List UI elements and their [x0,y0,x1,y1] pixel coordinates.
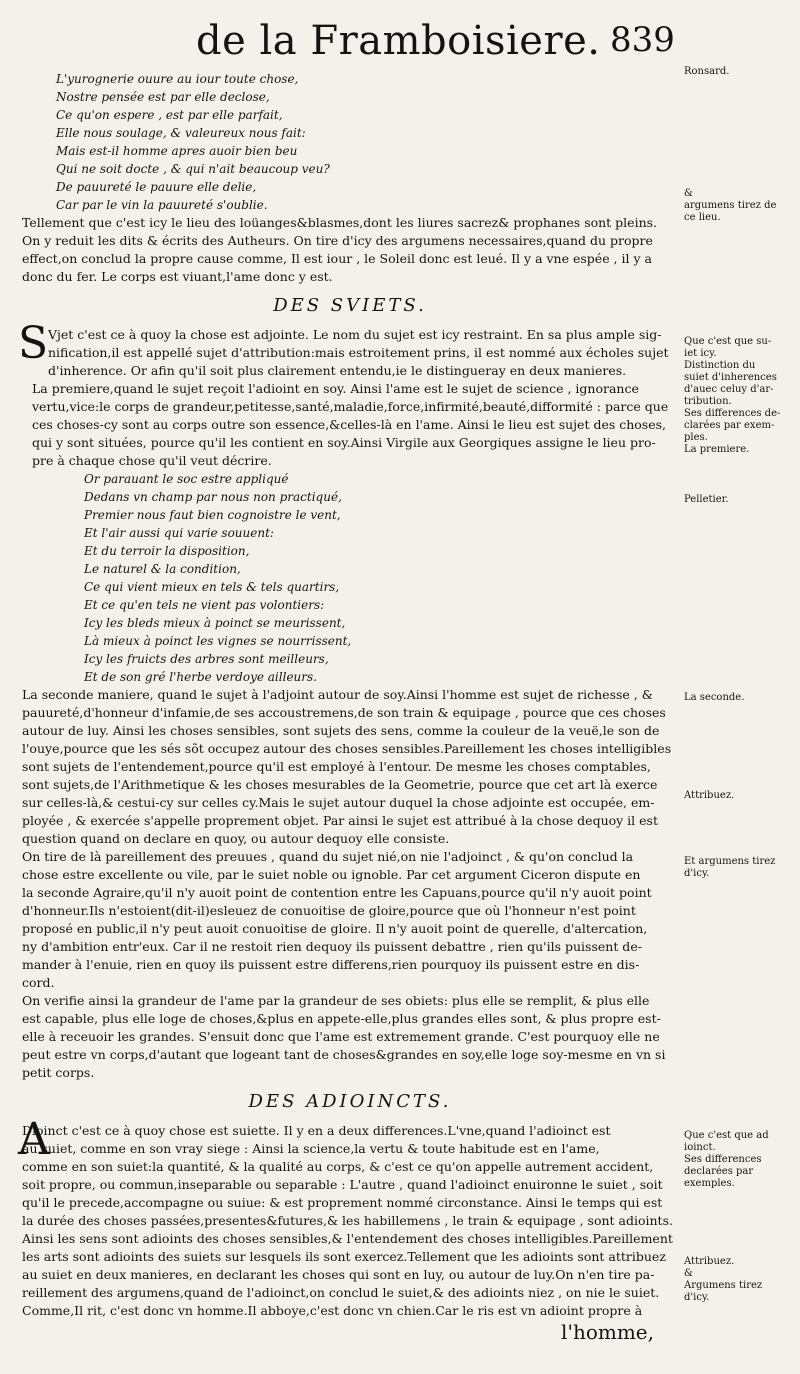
page-number: 839 [610,20,675,60]
margin-note-ronsard [684,66,796,78]
text-line: & [684,1268,693,1279]
margin-note-argumens [684,188,796,224]
text-line: Icy les bleds mieux à poinct se meurissent, [84,616,346,630]
text-line: d'icy. [684,868,710,879]
text-line: La seconde. [684,692,745,703]
verse-block-virgile [22,470,678,686]
text-line: pre à chaque chose qu'il veut décrire. [32,453,272,468]
text-line: sont sujets,de l'Arithmetique & les choses mesurables de la Geometrie, pource que cet art là exerce [22,777,658,792]
text-line: Que c'est que su- [684,336,772,347]
text-line: reillement des argumens,quand de l'adioinct,on conclud le suiet,& des adioints niez , on nie le suiet. [22,1285,660,1300]
text-line: la seconde Agraire,qu'il n'y auoit point de contention entre les Capuans,pource qu'il n'y auoit point [22,885,652,900]
text-line: soit propre, ou commun,inseparable ou separable : L'autre , quand l'adioinct enuironne le suiet , soit [22,1177,663,1192]
text-line: Et ce qu'en tels ne vient pas volontiers: [84,598,325,612]
text-line: Le naturel & la condition, [84,562,241,576]
text-line: exemples. [684,1178,735,1189]
text-line: suiet d'inherences [684,372,777,383]
text-line: Ses differences de- [684,408,781,419]
text-line: Premier nous faut bien cognoistre le vent, [84,508,341,522]
text-line: tribution. [684,396,732,407]
verse-block-ronsard [22,70,678,214]
text-line: ces choses-cy sont au corps outre son essence,&celles-là en l'ame. Ainsi le lieu est sujet des choses, [32,417,667,432]
paragraph-adioinct-definition [18,1114,678,1320]
text-line: d'inherence. Or afin qu'il soit plus clairement entendu,ie le distingueray en deux manieres. [48,363,627,378]
text-line: La premiere. [684,444,750,455]
text-line: ployée , & exercée s'appelle proprement objet. Par ainsi le sujet est attribué à la chose dequoy il est [22,813,658,828]
text-line: Attribuez. [684,1256,735,1267]
text-line: mander à l'enuie, rien en quoy ils puissent estre differens,rien pourquoy ils puissent estre en dis- [22,957,640,972]
text-line: pauureté,d'honneur d'infamie,de ses accoustremens,de son train & equipage , pource que ces choses [22,705,666,720]
text-line: Comme,Il rit, c'est donc vn homme.Il abboye,c'est donc vn chien.Car le ris est vn adioint propre à [22,1303,643,1318]
main-text [18,70,678,1344]
text-line: d'honneur.Ils n'estoient(dit-il)esleuez de conuoitise de gloire,pource que où l'honneur n'est point [22,903,636,918]
paragraph-preuues [22,848,678,992]
text-line: chose estre excellente ou vile, par le suiet noble ou ignoble. Par cet argument Ciceron dispute en [22,867,641,882]
text-line: ny d'ambition entr'eux. Car il ne restoit rien dequoy ils puissent debattre , rien qu'ils puissent de- [22,939,642,954]
text-line: On tire de là pareillement des preuues , quand du sujet nié,on nie l'adjoinct , & qu'on conclud la [22,849,634,864]
margin-note-sujets [684,336,796,456]
text-line: au suiet en deux manieres, en declarant les choses qui sont en luy, ou autour de luy.On n'en tire pa- [22,1267,655,1282]
text-line: Ainsi les sens sont adioints des choses sensibles,& l'entendement des choses intelligibles.Pareillement [22,1231,673,1246]
text-line: Icy les fruicts des arbres sont meilleurs, [84,652,329,666]
text-line: ioinct. [684,1142,716,1153]
text-line: au suiet, comme en son vray siege : Ainsi la science,la vertu & toute habitude est en l'ame, [22,1141,600,1156]
text-line: iet icy. [684,348,717,359]
text-line: qu'il le precede,accompagne ou suiue: & est proprement nommé circonstance. Ainsi le temps qui est [22,1195,663,1210]
text-line: Or parauant le soc estre appliqué [84,472,289,486]
text-line: d'auec celuy d'ar- [684,384,774,395]
margin-note-argumens-icy [684,856,796,880]
text-line: La premiere,quand le sujet reçoit l'adioint en soy. Ainsi l'ame est le sujet de science , ignorance [32,381,639,396]
text-line: Argumens tirez [684,1280,763,1291]
text-line: Ce qui vient mieux en tels & tels quartirs, [84,580,340,594]
text-line: Dedans vn champ par nous non practiqué, [84,490,342,504]
text-line: Et l'air aussi qui varie souuent: [84,526,274,540]
text-line: petit corps. [22,1065,95,1080]
margin-note-attribuez [684,790,796,802]
section-heading-sujets: DES SVIETS. [273,295,427,316]
text-line: autour de luy. Ainsi les choses sensibles, sont sujets des sens, comme la couleur de la veuë,le son de [22,723,660,738]
text-line: argumens tirez de [684,200,777,211]
text-line: Là mieux à poinct les vignes se nourrissent, [84,634,352,648]
text-line: De pauureté le pauure elle delie, [56,180,257,194]
text-line: est capable, plus elle loge de choses,&plus en appete-elle,plus grandes elles sont, & plus propre est- [22,1011,661,1026]
text-line: clarées par exem- [684,420,775,431]
text-line: Ses differences [684,1154,762,1165]
text-line: Nostre pensée est par elle declose, [56,90,270,104]
text-line: elle à receuoir les grandes. S'ensuit donc que l'ame est extremement grande. C'est pourquoy elle ne [22,1029,660,1044]
text-line: effect,on conclud la propre cause comme, Il est iour , le Soleil donc est leué. Il y a vne espée , il y a [22,251,652,266]
text-line: L'yurognerie ouure au iour toute chose, [56,72,299,86]
paragraph-lieu [22,214,678,286]
paragraph-adioinct-lines [22,1122,678,1320]
paragraph-premiere [22,380,678,470]
text-line: vertu,vice:le corps de grandeur,petitesse,santé,maladie,force,infirmité,beauté,difformité : parce que [32,399,669,414]
text-line: sont sujets de l'entendement,pource qu'il est employé à l'entour. De mesme les choses comptables, [22,759,651,774]
text-line: On y reduit les dits & écrits des Autheurs. On tire d'icy des argumens necessaires,quand du propre [22,233,653,248]
text-line: On verifie ainsi la grandeur de l'ame par la grandeur de ses obiets: plus elle se remplit, & plus elle [22,993,650,1008]
text-line: Et argumens tirez [684,856,776,867]
text-line: les arts sont adioints des suiets sur lesquels ils sont exercez.Tellement que les adioints sont attribuez [22,1249,666,1264]
text-line: proposé en public,il n'y peut auoit conuoitise de gloire. Il n'y auoit point de querelle, d'altercation, [22,921,648,936]
text-line: Tellement que c'est icy le lieu des loüanges&blasmes,dont les liures sacrez& prophanes sont pleins. [22,215,658,230]
page-header [0,18,800,68]
text-line: Pelletier. [684,494,729,505]
text-line: Dioinct c'est ce à quoy chose est suiette. Il y en a deux differences.L'vne,quand l'adioinct est [22,1123,611,1138]
margin-note-pelletier [684,494,796,506]
text-line: peut estre vn corps,d'autant que logeant tant de choses&grandes en soy,elle loge soy-mesme en vn si [22,1047,666,1062]
drop-cap-s: S [18,318,49,369]
text-line: ce lieu. [684,212,721,223]
text-line: Mais est-il homme apres auoir bien beu [56,144,298,158]
text-line: Attribuez. [684,790,735,801]
text-line: Que c'est que ad [684,1130,769,1141]
text-line: Ronsard. [684,66,730,77]
text-line: Et du terroir la disposition, [84,544,250,558]
drop-cap-a: A [18,1114,50,1165]
paragraph-grandeur-ame [22,992,678,1082]
text-line: declarées par [684,1166,754,1177]
text-line: & [684,188,693,199]
catchword: l'homme, [561,1320,654,1344]
paragraph-seconde [22,686,678,848]
text-line: Qui ne soit docte , & qui n'ait beaucoup veu? [56,162,330,176]
text-line: Elle nous soulage, & valeureux nous fait: [56,126,306,140]
text-line: nification,il est appellé sujet d'attribution:mais estroitement prins, il est nommé aux écholes sujet [48,345,669,360]
text-line: Vjet c'est ce à quoy la chose est adjointe. Le nom du sujet est icy restraint. En sa plus ample sig- [48,327,662,342]
text-line: d'icy. [684,1292,710,1303]
text-line: qui y sont situées, pource qu'il les contient en soy.Ainsi Virgile aux Georgiques assigne le lieu pro- [32,435,656,450]
text-line: sur celles-là,& cestui-cy sur celles cy.Mais le sujet autour duquel la chose adjointe est occupée, em- [22,795,655,810]
text-line: l'ouye,pource que les sés sõt occupez autour des choses sensibles.Pareillement les choses intelligibles [22,741,672,756]
margin-notes [684,0,796,1374]
margin-note-attribuez-argumens [684,1256,796,1304]
text-line: Car par le vin la pauureté s'oublie. [56,198,268,212]
paragraph-sujet-lines [22,326,678,380]
paragraph-sujet-definition [18,318,678,380]
text-line: Et de son gré l'herbe verdoye ailleurs. [84,670,317,684]
text-line: cord. [22,975,55,990]
section-heading-adioincts: DES ADIOINCTS. [248,1091,452,1112]
text-line: donc du fer. Le corps est viuant,l'ame donc y est. [22,269,333,284]
text-line: La seconde maniere, quand le sujet à l'adjoint autour de soy.Ainsi l'homme est sujet de richesse , & [22,687,653,702]
text-line: ples. [684,432,708,443]
text-line: la durée des choses passées,presentes&futures,& les habillemens , le train & equipage , sont adioints. [22,1213,673,1228]
text-line: comme en son suiet:la quantité, & la qualité au corps, & c'est ce qu'on appelle autrement accident, [22,1159,654,1174]
running-title: de la Framboisiere. [196,18,601,64]
text-line: question quand on declare en quoy, ou autour dequoy elle consiste. [22,831,450,846]
margin-note-adioincts [684,1130,796,1190]
text-line: Distinction du [684,360,756,371]
text-line: Ce qu'on espere , est par elle parfait, [56,108,283,122]
margin-note-seconde [684,692,796,704]
